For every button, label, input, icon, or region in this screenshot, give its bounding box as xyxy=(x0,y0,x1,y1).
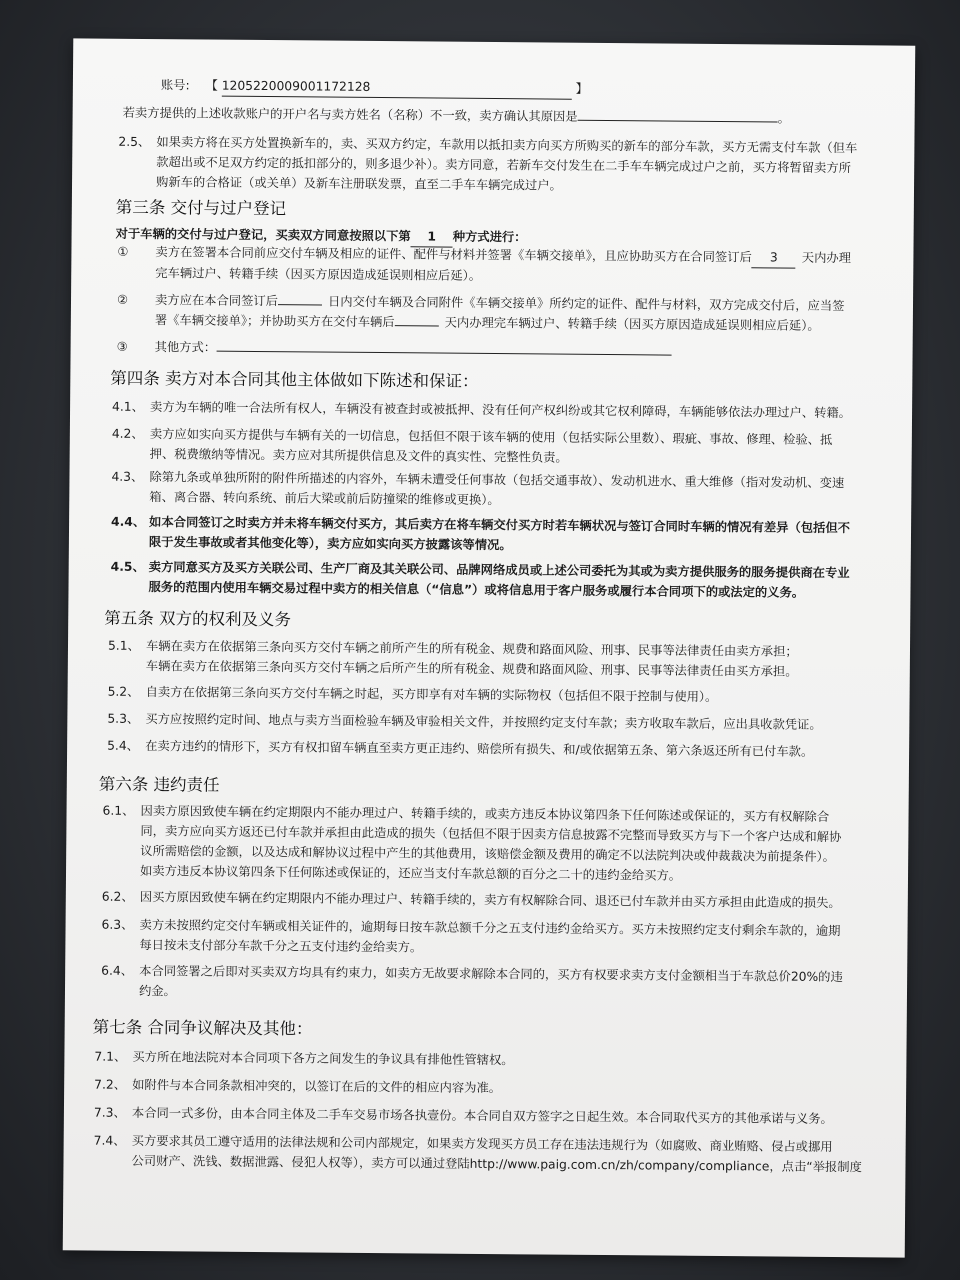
section-3-title: 第三条 交付与过户登记 xyxy=(115,197,287,219)
account-label: 账号: xyxy=(160,78,190,93)
clause-4-2: 4.2、 卖方应如实向买方提供与车辆有关的一切信息，包括但不限于该车辆的使用（包括实际公里数）、瑕疵、事故、修理、检验、抵 押、税费缴纳等情况。卖方应对其所提供信息及文件的真实性、完整性负责。 xyxy=(111,426,833,465)
section-3-option-1: ① 卖方在签署本合同前应交付车辆及相应的证件、配件与材料并签署《车辆交接单》，且应协助买方在合同签订后 3 天内办理 完车辆过户、转籍手续（因买方原因造成延误则相应后延）。 xyxy=(117,244,852,283)
clause-7-4: 7.4、 买方要求其员工遵守适用的法律法规和公司内部规定，如果卖方发现买方员工存在违法违规行为（如腐败、商业贿赂、侵占或挪用 公司财产、洗钱、数据泄露、侵犯人权等），卖方可以通过登陆http://www.paig.com.cn/zh/company/compliance，点击“举报制度 xyxy=(93,1133,862,1175)
clause-4-3: 4.3、 除第九条或单独所附的附件所描述的内容外，车辆未遭受任何事故（包括交通事故）、发动机进水、重大维修（指对发动机、变速 箱、离合器、转向系统、前后大梁或前后防撞梁的维修或更换）。 xyxy=(111,469,845,508)
section-3-option-2: ② 卖方应在本合同签订后 日内交付车辆及合同附件《车辆交接单》所约定的证件、配件与材料，双方完成交付后，应当签 署《车辆交接单》；并协助买方在交付车辆后 天内办理完车辆过户、转籍手续（因买方原因造成延误则相应后延）。 xyxy=(116,292,845,333)
account-mismatch-line: 若卖方提供的上述收款账户的开户名与卖方姓名（名称）不一致，卖方确认其原因是 。 xyxy=(122,105,791,126)
clause-7-3: 7.3、 本合同一式多份，由本合同主体及二手车交易市场各执壹份。本合同自双方签字之日起生效。本合同取代买方的其他承诺与义务。 xyxy=(93,1105,833,1127)
section-6-title: 第六条 违约责任 xyxy=(98,774,220,795)
clause-5-1: 5.1、 车辆在卖方在依据第三条向买方交付车辆之前所产生的所有税金、规费和路面风险、刑事、民事等法律责任由卖方承担； 车辆在卖方在依据第三条向买方交付车辆之后所产生的所有税金、规费和路面风险、刑事、民事等法律责任由买方承担。 xyxy=(107,638,798,679)
clause-4-5: 4.5、 卖方同意买方及买方关联公司、生产厂商及其关联公司、品牌网络成员或上述公司委托为其或为卖方提供服务的服务提供商在专业 服务的范围内使用车辆交易过程中卖方的相关信息（“信息”）或将信息用于客户服务或履行本合同项下的或法定的义务。 xyxy=(110,559,850,600)
section-3-option-3: ③ 其他方式： xyxy=(117,337,672,362)
account-close-bracket: 】 xyxy=(575,81,589,96)
clause-7-2: 7.2、 如附件与本合同条款相冲突的，以签订在后的文件的相应内容为准。 xyxy=(94,1077,502,1096)
section-3-intro: 对于车辆的交付与过户登记，买卖双方同意按照以下第 1 种方式进行： xyxy=(116,224,527,249)
clause-4-4: 4.4、 如本合同签订之时卖方并未将车辆交付买方，其后卖方在将车辆交付买方时若车辆状况与签订合同时车辆的情况有差异（包括但不 限于发生事故或者其他变化等），卖方应如实向买方披露该等情况。 xyxy=(111,514,851,553)
section-4-title: 第四条 卖方对本合同其他主体做如下陈述和保证： xyxy=(110,368,479,391)
clause-5-2: 5.2、 自卖方在依据第三条向买方交付车辆之时起，买方即享有对车辆的实际物权（包括但不限于控制与使用）。 xyxy=(107,684,718,704)
clause-6-3: 6.3、 卖方未按照约定交付车辆或相关证件的，逾期每日按车款总额千分之五支付违约金给买方。买方未按照约定支付剩余车款的，逾期 每日按未支付部分车款千分之五支付违约金给卖方。 xyxy=(101,917,841,955)
clause-5-3: 5.3、 买方应按照约定时间、地点与卖方当面检验车辆及审验相关文件，并按照约定支付车款；卖方收取车款后，应出具收款凭证。 xyxy=(107,711,822,732)
clause-2-5: 2.5、 如果卖方将在买方处置换新车的，卖、买双方约定，车款用以抵扣卖方向买方所购买的新车的部分车款，买方无需支付车款（但车 款超出或不足双方约定的抵扣部分的，则多退少补）。卖方同意，若新车交付发生在二手车车辆完成过户之前，买方将暂留卖方所 购新车的合格证（或关单）及新车注册联发票，直至二手车车辆完成过户。 xyxy=(118,134,858,193)
clause-6-1: 6.1、 因卖方原因致使车辆在约定期限内不能办理过户、转籍手续的，或卖方违反本协议第四条下任何陈述或保证的，买方有权解除合 同，卖方应向买方返还已付车款并承担由此造成的损失（包括但不限于因卖方信息披露不完整而导致买方与下一个客户达成和解协 议所需赔偿的金额，以及达成和解协议过程中产生的其他费用，该赔偿金额及费用的确定不以法院判决或仲裁裁决为前提条件）。 如卖方违反本协议第四条下任何陈述或保证的，还应当支付车款总额的百分之二十的违约金给买方。 xyxy=(102,803,842,883)
account-number: 1205220009001172128 xyxy=(222,76,572,100)
contract-page xyxy=(63,38,916,1257)
account-line xyxy=(161,75,588,100)
clause-6-4: 6.4、 本合同签署之后即对买卖双方均具有约束力，如卖方无故要求解除本合同的，买方有权要求卖方支付金额相当于车款总价20%的违 约金。 xyxy=(101,963,843,999)
section-7-title: 第七条 合同争议解决及其他： xyxy=(92,1017,313,1039)
section-5-title: 第五条 双方的权利及义务 xyxy=(104,608,292,630)
clause-5-4: 5.4、 在卖方违约的情形下，买方有权扣留车辆直至卖方更正违约、赔偿所有损失、和/或依据第五条、第六条返还所有已付车款。 xyxy=(107,738,814,759)
clause-6-2: 6.2、 因买方原因致使车辆在约定期限内不能办理过户、转籍手续的，卖方有权解除合同、退还已付车款并由买方承担由此造成的损失。 xyxy=(101,889,841,911)
account-open-bracket: 【 xyxy=(205,78,218,93)
clause-4-1: 4.1、 卖方为车辆的唯一合法所有权人，车辆没有被查封或被抵押、没有任何产权纠纷或其它权利障碍，车辆能够依法办理过户、转籍。 xyxy=(112,399,852,421)
clause-7-1: 7.1、 买方所在地法院对本合同项下各方之间发生的争议具有排他性管辖权。 xyxy=(94,1049,514,1068)
